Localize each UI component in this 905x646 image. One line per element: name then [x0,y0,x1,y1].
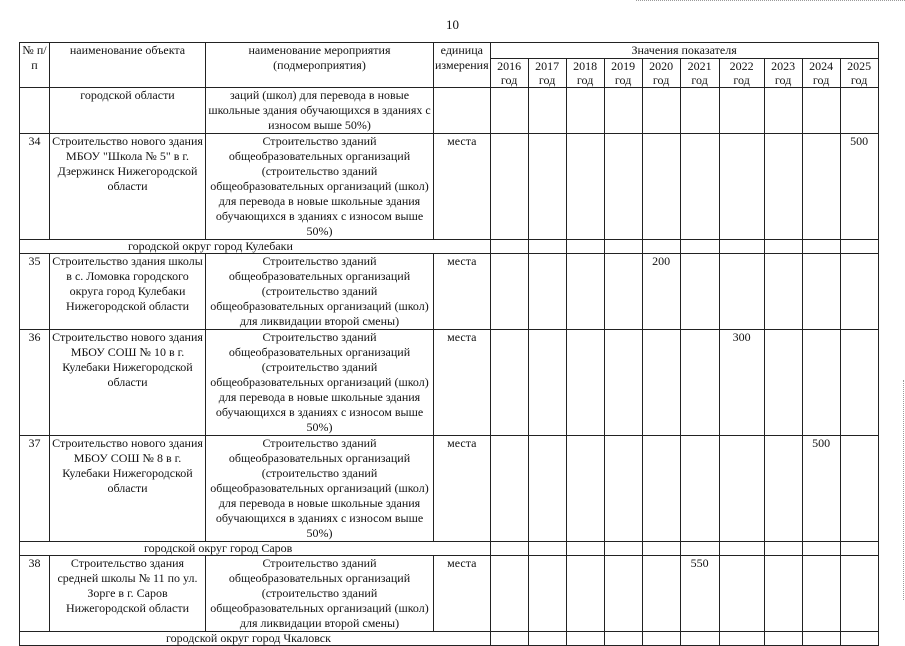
table-row [20,134,879,240]
year-header: 2024 год [802,59,840,88]
value-cell [764,556,802,632]
value-cell [642,134,680,240]
object-name: городской области [50,88,206,134]
value-cell [566,330,604,436]
value-cell [490,556,528,632]
indicators-table [19,42,879,646]
value-cell [840,436,878,542]
value-cell [802,134,840,240]
value-cell [490,330,528,436]
event-name: Строительство зданий общеобразовательных организаций (строительство зданий общеобразовательных организаций (школ) для перевода в новые школьные здания обучающихся в зданиях с износом выше 50%) [206,134,434,240]
col-header-event: наименование мероприятия (подмероприятия) [206,43,434,88]
unit: места [434,254,491,330]
row-number: 34 [20,134,50,240]
value-cell [642,556,680,632]
object-name: Строительство нового здания МБОУ СОШ № 8 в г. Кулебаки Нижегородской области [50,436,206,542]
value-cell [528,436,566,542]
value-cell [719,134,764,240]
value-cell [566,254,604,330]
value-cell [719,556,764,632]
table-row [20,254,879,330]
row-number: 36 [20,330,50,436]
value-cell [566,556,604,632]
value-cell [802,556,840,632]
table-row [20,330,879,436]
object-name: Строительство нового здания МБОУ "Школа № 5" в г. Дзержинск Нижегородской области [50,134,206,240]
row-number: 35 [20,254,50,330]
value-cell: 500 [802,436,840,542]
value-cell [604,436,642,542]
value-cell [719,254,764,330]
value-cell [604,254,642,330]
page-number: 10 [446,17,459,32]
year-header: 2018 год [566,59,604,88]
group-label: городской округ город Кулебаки [20,240,491,254]
value-cell [642,330,680,436]
value-cell [490,134,528,240]
side-dotted-rule [903,380,904,600]
value-cell: 500 [840,134,878,240]
value-cell [566,436,604,542]
value-cell [680,134,719,240]
object-name: Строительство нового здания МБОУ СОШ № 10 в г. Кулебаки Нижегородской области [50,330,206,436]
object-name: Строительство здания средней школы № 11 по ул. Зорге в г. Саров Нижегородской области [50,556,206,632]
col-header-object: наименование объекта [50,43,206,88]
group-label: городской округ город Чкаловск [20,632,491,646]
top-dotted-rule [636,0,905,1]
value-cell [566,134,604,240]
group-row-sarov [20,542,879,556]
event-name: Строительство зданий общеобразовательных организаций (строительство зданий общеобразовательных организаций (школ) для ликвидации второй смены) [206,556,434,632]
value-cell [802,330,840,436]
value-cell [642,436,680,542]
year-header: 2022 год [719,59,764,88]
value-cell: 300 [719,330,764,436]
value-cell [680,254,719,330]
group-row-chkalovsk [20,632,879,646]
value-cell [764,134,802,240]
value-cell [802,254,840,330]
event-name: Строительство зданий общеобразовательных организаций (строительство зданий общеобразовательных организаций (школ) для перевода в новые школьные здания обучающихся в зданиях с износом выше 50%) [206,436,434,542]
table-row [20,556,879,632]
year-header: 2025 год [840,59,878,88]
year-header: 2016 год [490,59,528,88]
value-cell [764,254,802,330]
year-header: 2017 год [528,59,566,88]
group-row-kulebaki [20,240,879,254]
value-cell [840,556,878,632]
header-row [20,43,879,59]
value-cell [764,436,802,542]
value-cell [719,436,764,542]
value-cell [604,330,642,436]
value-cell [840,254,878,330]
year-header: 2021 год [680,59,719,88]
row-number: 38 [20,556,50,632]
year-header: 2019 год [604,59,642,88]
year-header: 2020 год [642,59,680,88]
value-cell [490,254,528,330]
unit: места [434,134,491,240]
object-name: Строительство здания школы в с. Ломовка городского округа город Кулебаки Нижегородской области [50,254,206,330]
value-cell [680,436,719,542]
value-cell [528,134,566,240]
col-header-num: № п/п [20,43,50,88]
value-cell [604,556,642,632]
unit: места [434,556,491,632]
value-cell: 550 [680,556,719,632]
value-cell [840,330,878,436]
value-cell [528,556,566,632]
value-cell [604,134,642,240]
col-header-values: Значения показателя [490,43,878,59]
group-label: городской округ город Саров [20,542,491,556]
unit: места [434,436,491,542]
event-name: заций (школ) для перевода в новые школьные здания обучающихся в зданиях с износом выше 50%) [206,88,434,134]
table-row [20,436,879,542]
event-name: Строительство зданий общеобразовательных организаций (строительство зданий общеобразовательных организаций (школ) для ликвидации второй смены) [206,254,434,330]
event-name: Строительство зданий общеобразовательных организаций (строительство зданий общеобразовательных организаций (школ) для перевода в новые школьные здания обучающихся в зданиях с износом выше 50%) [206,330,434,436]
col-header-unit: единица измерения [434,43,491,88]
value-cell: 200 [642,254,680,330]
value-cell [528,330,566,436]
unit: места [434,330,491,436]
table-row-continuation [20,88,879,134]
value-cell [764,330,802,436]
value-cell [680,330,719,436]
year-header: 2023 год [764,59,802,88]
value-cell [490,436,528,542]
value-cell [528,254,566,330]
row-number: 37 [20,436,50,542]
